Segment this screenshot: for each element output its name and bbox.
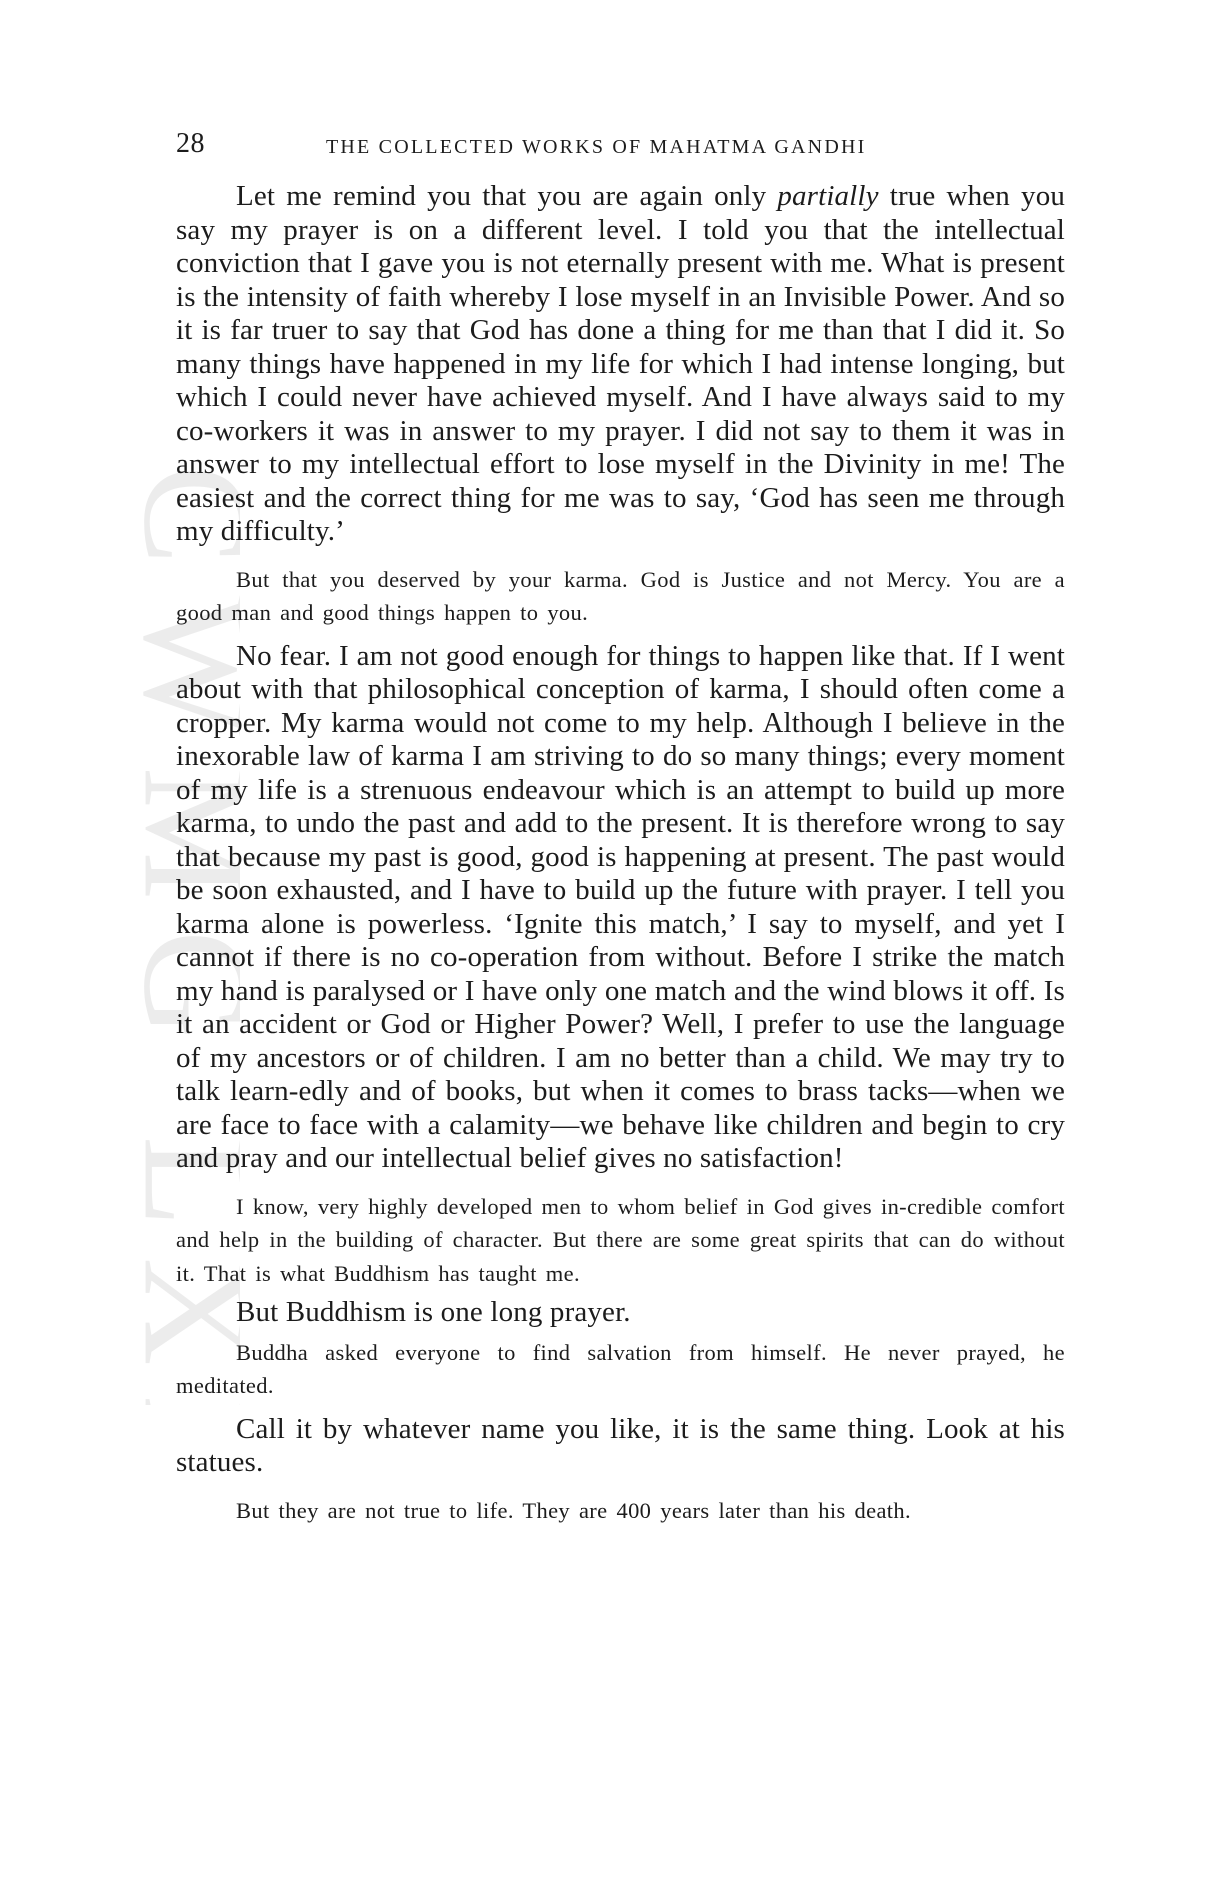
page-number: 28 [176,128,205,159]
watermark-text: CWMG LX [120,465,240,1396]
emphasis-text: partially [777,180,879,212]
interlocutor-paragraph: I know, very highly developed men to whom belief in God gives in-credible comfort and help in the building of character. But there are some great spirits that can do without it. That is what Buddhism has taught me. [176,1193,1065,1286]
paragraph: Call it by whatever name you like, it is the same thing. Look at his statues. [176,1412,1065,1478]
paragraph-text: true when you say my prayer is on a different level. I told you that the intellectual conviction that I gave you is not eternally present with me. What is present is the intensity of faith whereby I lose myself in an Invisible Power. And so it is far truer to say that God has done a thing for me than that I did it. So many things have happened in my life for which I had intense longing, but which I could never have achieved myself. And I have always said to my co-workers it was in answer to my prayer. I did not say to them it was in answer to my intellectual effort to lose myself in the Divinity in me! The easiest and the correct thing for me was to say, ‘God has seen me through my difficulty.’ [176,180,1065,547]
page-body [176,180,1065,1527]
paragraph: No fear. I am not good enough for things to happen like that. If I went about with that philosophical conception of karma, I should often come a cropper. My karma would not come to my help. Although I believe in the inexorable law of karma I am striving to do so many things; every moment of my life is a strenuous endeavour which is an attempt to build up more karma, to undo the past and add to the present. It is therefore wrong to say that because my past is good, good is happening at present. The past would be soon exhausted, and I have to build up the future with prayer. I tell you karma alone is powerless. ‘Ignite this match,’ I say to myself, and yet I cannot if there is no co-operation from without. Before I strike the match my hand is paralysed or I have only one match and the wind blows it off. Is it an accident or God or Higher Power? Well, I prefer to use the language of my ancestors or of children. I am no better than a child. We may try to talk learn-edly and of books, but when it comes to brass tacks—when we are face to face with a calamity—we behave like children and begin to cry and pray and our intellectual belief gives no satisfaction! [176,639,1065,1174]
running-head: THE COLLECTED WORKS OF MAHATMA GANDHI [326,136,867,158]
paragraph: But Buddhism is one long prayer. [236,1296,631,1328]
interlocutor-paragraph: But that you deserved by your karma. God is Justice and not Mercy. You are a good man and good things happen to you. [176,566,1065,625]
interlocutor-paragraph: Buddha asked everyone to find salvation from himself. He never prayed, he meditated. [176,1339,1065,1398]
paragraph-text: Let me remind you that you are again only [236,180,778,212]
interlocutor-paragraph: But they are not true to life. They are 400 years later than his death. [236,1497,911,1523]
paragraph [176,180,1065,549]
